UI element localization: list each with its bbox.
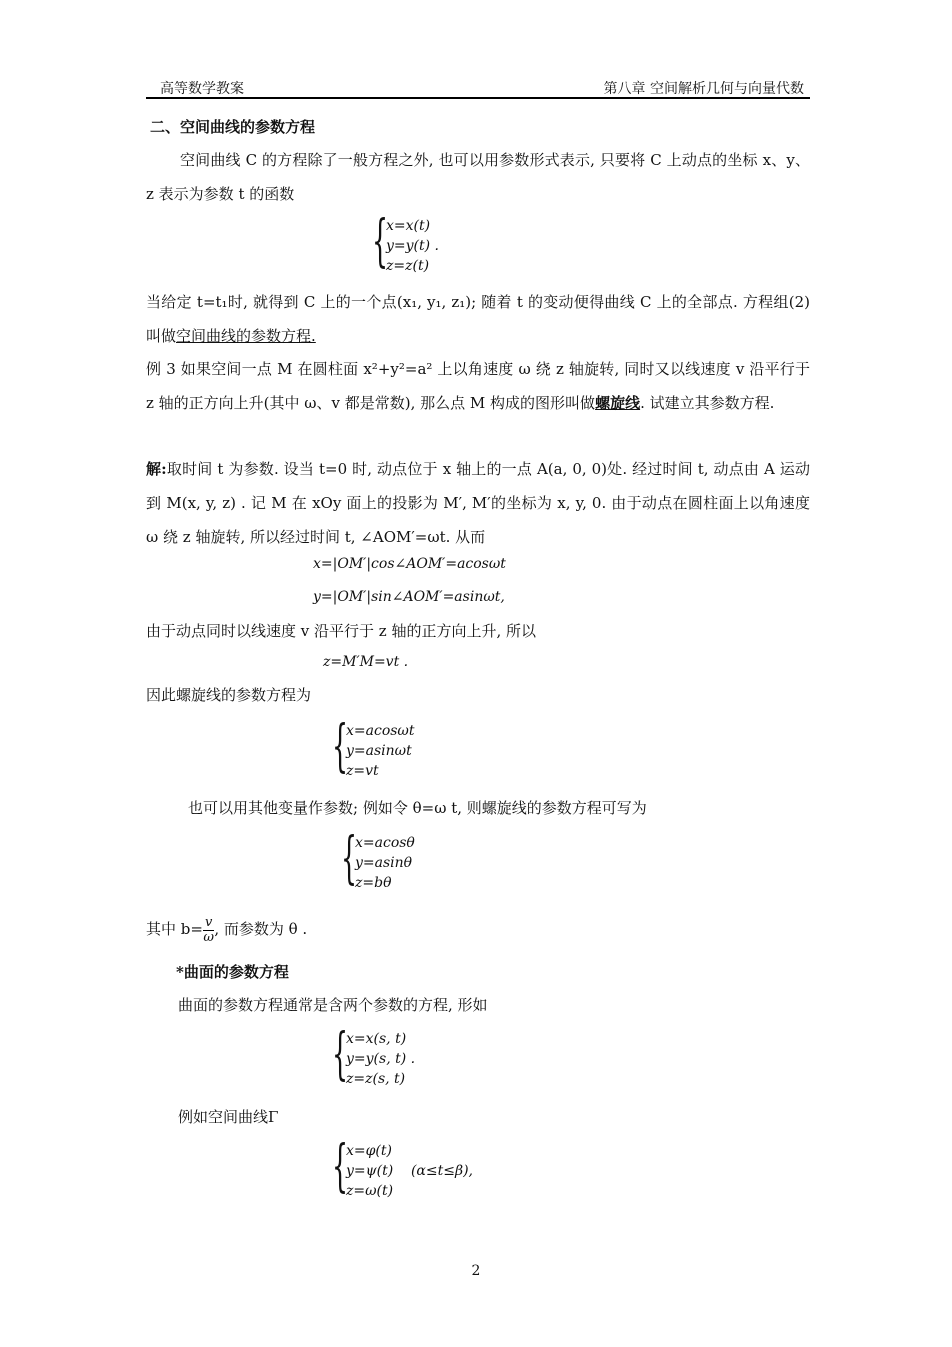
system2-line-z: z=vt (346, 763, 379, 779)
surface-paragraph: 曲面的参数方程通常是含两个参数的方程, 形如 (178, 996, 488, 1014)
where-paragraph (146, 912, 810, 946)
system1-line-x: x=x(t) (386, 218, 431, 234)
header-left: 高等数学教案 (160, 81, 244, 97)
system5-line-x: x=φ(t) (346, 1143, 392, 1159)
equation-x: x=|OM′|cos∠AOM′=acosωt (313, 556, 506, 572)
example-3-text: 例 3 如果空间一点 M 在圆柱面 x²+y²=a² 上以角速度 ω 绕 z 轴旋转, 同时又以线速度 v 沿平行于 z 轴的正方向上升(其中 ω、v 都是常数), 那么点 M 构成的图形叫做 (146, 360, 810, 412)
system3-line-z: z=bθ (355, 875, 392, 891)
system2-line-x: x=acosωt (346, 723, 415, 739)
where-suffix: , 而参数为 θ . (214, 920, 308, 938)
helix-paragraph: 因此螺旋线的参数方程为 (146, 686, 312, 704)
equation-system-3: { x=acosθ y=asinθ z=bθ (341, 826, 415, 891)
system5-line-y: y=ψ(t) (α≤t≤β), (346, 1163, 473, 1179)
intro-paragraph: 空间曲线 C 的方程除了一般方程之外, 也可以用参数形式表示, 只要将 C 上动点的坐标 x、y、z 表示为参数 t 的函数 (146, 151, 810, 203)
example-3-tail: . 试建立其参数方程. (640, 394, 775, 412)
example-3 (146, 352, 810, 420)
solution-label: 解: (146, 460, 167, 478)
equation-y: y=|OM′|sin∠AOM′=asinωt, (313, 589, 505, 605)
section-title: 二、空间曲线的参数方程 (150, 118, 316, 136)
solution-text: 取时间 t 为参数. 设当 t=0 时, 动点位于 x 轴上的一点 A(a, 0, 0)处. 经过时间 t, 动点由 A 运动到 M(x, y, z) . 记 M 在 xOy 面上的投影为 M′, M′的坐标为 x, y, 0. 由于动点在圆柱面上以角速度 ω 绕 z 轴旋转, 所以经过时间 t, ∠AOM′=ωt. 从而 (146, 460, 810, 546)
page-number: 2 (471, 1263, 481, 1279)
after-system1-paragraph (146, 285, 810, 353)
fraction-numerator: v (204, 914, 213, 930)
equation-system-4: { x=x(s, t) y=y(s, t) . z=z(s, t) (332, 1022, 416, 1087)
system1-line-z: z=z(t) (386, 258, 430, 274)
system3-line-x: x=acosθ (355, 835, 415, 851)
where-prefix: 其中 b= (146, 920, 203, 938)
fraction-denominator: ω (203, 929, 214, 945)
equation-system-1: { x=x(t) y=y(t) . z=z(t) (372, 209, 439, 274)
gamma-paragraph: 例如空间曲线Γ (178, 1108, 279, 1126)
after-system1-text: 当给定 t=t₁时, 就得到 C 上的一个点(x₁, y₁, z₁); 随着 t 的变动便得曲线 C 上的全部点. 方程组(2)叫做 (146, 293, 810, 345)
term-helix: 螺旋线 (595, 394, 641, 412)
system1-line-y: y=y(t) . (386, 238, 439, 254)
system2-line-y: y=asinωt (346, 743, 412, 759)
surface-title: *曲面的参数方程 (176, 963, 289, 981)
z-paragraph: 由于动点同时以线速度 v 沿平行于 z 轴的正方向上升, 所以 (146, 622, 536, 640)
fraction-v-over-omega (203, 916, 214, 945)
equation-system-2: { x=acosωt y=asinωt z=vt (332, 714, 415, 779)
other-param-paragraph: 也可以用其他变量作参数; 例如令 θ=ω t, 则螺旋线的参数方程可写为 (188, 799, 647, 817)
system3-line-y: y=asinθ (355, 855, 413, 871)
header-right: 第八章 空间解析几何与向量代数 (603, 81, 804, 97)
system4-line-x: x=x(s, t) (346, 1031, 407, 1047)
header-rule (146, 97, 810, 99)
term-curve-parametric: 空间曲线的参数方程. (176, 327, 316, 345)
equation-system-5: { x=φ(t) y=ψ(t) (α≤t≤β), z=ω(t) (332, 1134, 473, 1199)
system5-line-z: z=ω(t) (346, 1183, 394, 1199)
solution-paragraph (146, 452, 810, 554)
system4-line-z: z=z(s, t) (346, 1071, 406, 1087)
equation-z: z=M′M=vt . (323, 654, 409, 670)
system4-line-y: y=y(s, t) . (346, 1051, 416, 1067)
